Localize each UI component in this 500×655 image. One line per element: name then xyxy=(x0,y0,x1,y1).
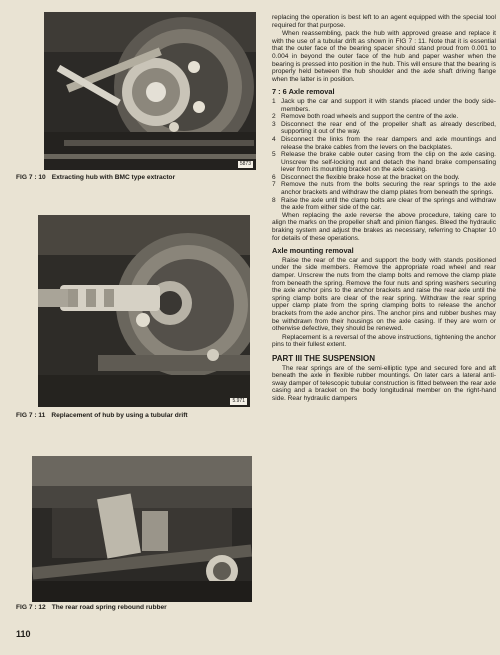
figure-label: FIG 7 : 10 xyxy=(16,174,46,181)
step-number: 2 xyxy=(272,113,276,121)
step-number: 5 xyxy=(272,151,276,159)
paragraph: When replacing the axle reverse the above procedure, taking care to align the marks on the propeller shaft and pinion flanges. Bleed the hydraulic braking system and adjust the brakes as necessary, referring to Chapter 10 for details of these operations. xyxy=(272,211,496,242)
paragraph: Raise the rear of the car and support the body with stands positioned under the side members. Remove the appropriate road wheel and rear damper. Unscrew the nuts from the clamp bolts and remove the clamp plate from beneath the spring. Remove the four nuts and spring washers securing the axle anchor pins to the anchor brackets and raise the rear axle until the spring clamp bolts are clear of the rear spring. Withdraw the rear spring upper clamp plate from the spring clamping bolts to release the anchor brackets from the axle anchor pins. The anchor pins and rubber bushes may be withdrawn from their housings on the axle casing. If they are worn or otherwise defective, they should be renewed. xyxy=(272,256,496,333)
figure-ref-number: 5873 xyxy=(239,161,251,167)
figure-label: FIG 7 : 11 xyxy=(16,412,46,419)
step-item xyxy=(272,136,496,151)
step-text: Remove the nuts from the bolts securing the rear springs to the axle anchor brackets and withdraw the clamp plates from beneath the springs. xyxy=(281,181,496,197)
step-item xyxy=(272,121,496,136)
step-number: 3 xyxy=(272,120,276,128)
step-text: Jack up the car and support it with stands placed under the body side-members. xyxy=(281,97,496,113)
step-item xyxy=(272,174,496,182)
hub-extractor-illustration xyxy=(44,12,256,170)
figure-caption xyxy=(16,604,167,611)
step-number: 8 xyxy=(272,196,276,204)
step-text: Disconnect the flexible brake hose at the bracket on the body. xyxy=(281,173,460,181)
figure-caption xyxy=(16,174,175,181)
text-column xyxy=(272,14,496,404)
step-text: Release the brake cable outer casing from the clip on the axle casing. Unscrew the self-locking nut and detach the hand brake compensating lever from its mounting bracket on the axle casing. xyxy=(281,151,496,174)
figure-photo-hub-replacement xyxy=(38,215,250,407)
step-item xyxy=(272,197,496,212)
step-item xyxy=(272,151,496,174)
figure-label: FIG 7 : 12 xyxy=(16,604,46,611)
step-text: Disconnect the rear end of the propeller shaft as already described, supporting it out of the way. xyxy=(281,120,496,136)
axle-removal-steps xyxy=(272,98,496,212)
step-text: Raise the axle until the clamp bolts are clear of the springs and withdraw the axle from either side of the car. xyxy=(281,196,496,212)
step-number: 7 xyxy=(272,181,276,189)
section-heading-axle-removal: 7 : 6 Axle removal xyxy=(272,87,335,97)
figure-caption-text: The rear road spring rebound rubber xyxy=(51,604,167,611)
paragraph: The rear springs are of the semi-elliptic type and secured fore and aft beneath the axle in flexible rubber mountings. On later cars a lateral anti-sway damper of telescopic tubular construction is fitted between the rear axle casing and a bracket on the body longitudinal member on the right-hand side. Rear hydraulic dampers xyxy=(272,364,496,402)
figure-photo-hub-extractor xyxy=(44,12,256,170)
section-heading-axle-mounting: Axle mounting removal xyxy=(272,246,354,256)
figure-photo-rebound-rubber xyxy=(32,456,252,602)
step-number: 4 xyxy=(272,135,276,143)
figure-caption-text: Extracting hub with BMC type extractor xyxy=(51,174,176,181)
step-item xyxy=(272,98,496,113)
figure-caption xyxy=(16,412,188,419)
figure-ref-number: 5.971 xyxy=(232,398,245,404)
rebound-rubber-illustration xyxy=(32,456,252,602)
figure-caption-text: Replacement of hub by using a tubular drift xyxy=(51,412,188,419)
step-text: Remove both road wheels and support the centre of the axle. xyxy=(281,113,459,121)
part-heading-suspension: PART III THE SUSPENSION xyxy=(272,353,375,363)
bleed-through-text xyxy=(36,422,246,446)
hub-replacement-illustration xyxy=(38,215,250,407)
paragraph: Replacement is a reversal of the above instructions, tightening the anchor pins to their fullest extent. xyxy=(272,333,496,349)
page-number: 110 xyxy=(16,629,31,639)
paragraph: replacing the operation is best left to an agent equipped with the special tool required for that purpose. xyxy=(272,14,496,29)
step-text: Disconnect the links from the rear dampers and axle mountings and release the brake cables from the levers on the backplates. xyxy=(281,135,496,151)
step-item xyxy=(272,181,496,196)
step-item xyxy=(272,113,496,121)
step-number: 6 xyxy=(272,173,276,181)
step-number: 1 xyxy=(272,97,276,105)
paragraph: When reassembling, pack the hub with approved grease and replace it with the use of a tubular drift as shown in FIG 7 : 11. Note that it is essential that the outer face of the bearing spacer should stand proud from 0.001 to 0.004 in beyond the outer face of the hub and paper washer when the bearing is pressed into position in the hub. This will ensure that the bearing is properly held between the hub shoulder and the axle shaft driving flange when the latter is in position. xyxy=(272,30,496,83)
